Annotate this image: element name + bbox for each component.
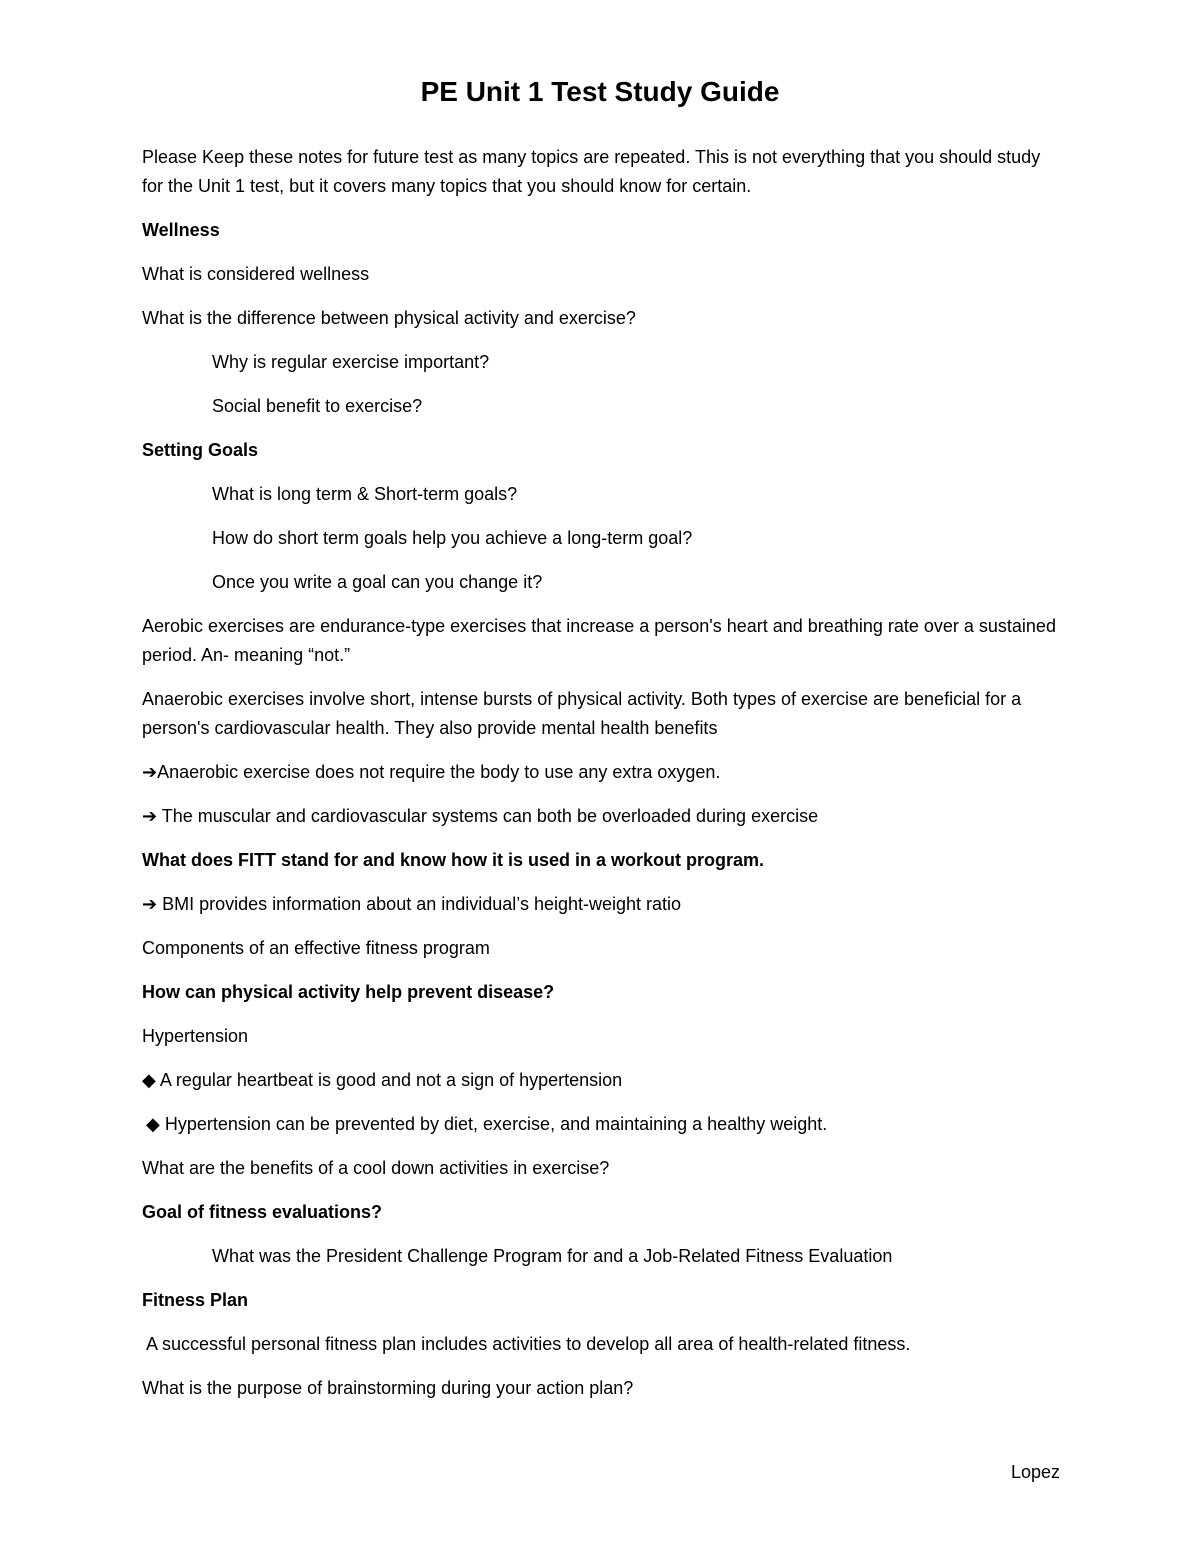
arrow-note-overload: ➔ The muscular and cardiovascular systems can both be overloaded during exercise	[142, 806, 819, 826]
diamond-note-heartbeat: ◆ A regular heartbeat is good and not a sign of hypertension	[142, 1070, 623, 1090]
page-title: PE Unit 1 Test Study Guide	[420, 76, 780, 107]
section-heading-fitness-plan: Fitness Plan	[142, 1290, 249, 1310]
arrow-note-bmi: ➔ BMI provides information about an individual’s height-weight ratio	[142, 894, 682, 914]
diamond-note-prevention: ◆ Hypertension can be prevented by diet, exercise, and maintaining a healthy weight.	[146, 1114, 828, 1134]
section-heading-fitness-evaluations: Goal of fitness evaluations?	[142, 1202, 383, 1222]
section-heading-prevent-disease: How can physical activity help prevent disease?	[142, 982, 555, 1002]
topic-hypertension: Hypertension	[142, 1026, 249, 1046]
question-activity-vs-exercise: What is the difference between physical activity and exercise?	[142, 308, 636, 328]
section-heading-fitt: What does FITT stand for and know how it is used in a workout program.	[142, 850, 765, 870]
question-change-goal: Once you write a goal can you change it?	[212, 572, 543, 592]
question-components: Components of an effective fitness program	[142, 938, 490, 958]
intro-paragraph: Please Keep these notes for future test as many topics are repeated. This is not everything that you should study for the Unit 1 test, but it covers many topics that you should know for certain.	[142, 147, 1041, 196]
question-regular-exercise: Why is regular exercise important?	[212, 352, 490, 372]
fitness-plan-paragraph: A successful personal fitness plan includes activities to develop all area of health-related fitness.	[146, 1334, 911, 1354]
section-heading-wellness: Wellness	[142, 220, 220, 240]
anaerobic-paragraph: Anaerobic exercises involve short, intense bursts of physical activity. Both types of exercise are beneficial for a person's cardiovascular health. They also provide mental health benefits	[142, 689, 1022, 738]
question-long-short-goals: What is long term & Short-term goals?	[212, 484, 518, 504]
arrow-note-anaerobic: ➔Anaerobic exercise does not require the body to use any extra oxygen.	[142, 762, 721, 782]
question-president-challenge: What was the President Challenge Program for and a Job-Related Fitness Evaluation	[212, 1246, 893, 1266]
question-short-term-help: How do short term goals help you achieve a long-term goal?	[212, 528, 693, 548]
document-body	[142, 143, 1062, 1418]
question-brainstorming: What is the purpose of brainstorming during your action plan?	[142, 1378, 634, 1398]
aerobic-paragraph: Aerobic exercises are endurance-type exercises that increase a person's heart and breathing rate over a sustained period. An- meaning “not.”	[142, 616, 1056, 665]
question-social-benefit: Social benefit to exercise?	[212, 396, 423, 416]
question-wellness: What is considered wellness	[142, 264, 370, 284]
footer-author: Lopez	[1010, 1462, 1060, 1482]
question-cool-down: What are the benefits of a cool down activities in exercise?	[142, 1158, 610, 1178]
section-heading-setting-goals: Setting Goals	[142, 440, 259, 460]
